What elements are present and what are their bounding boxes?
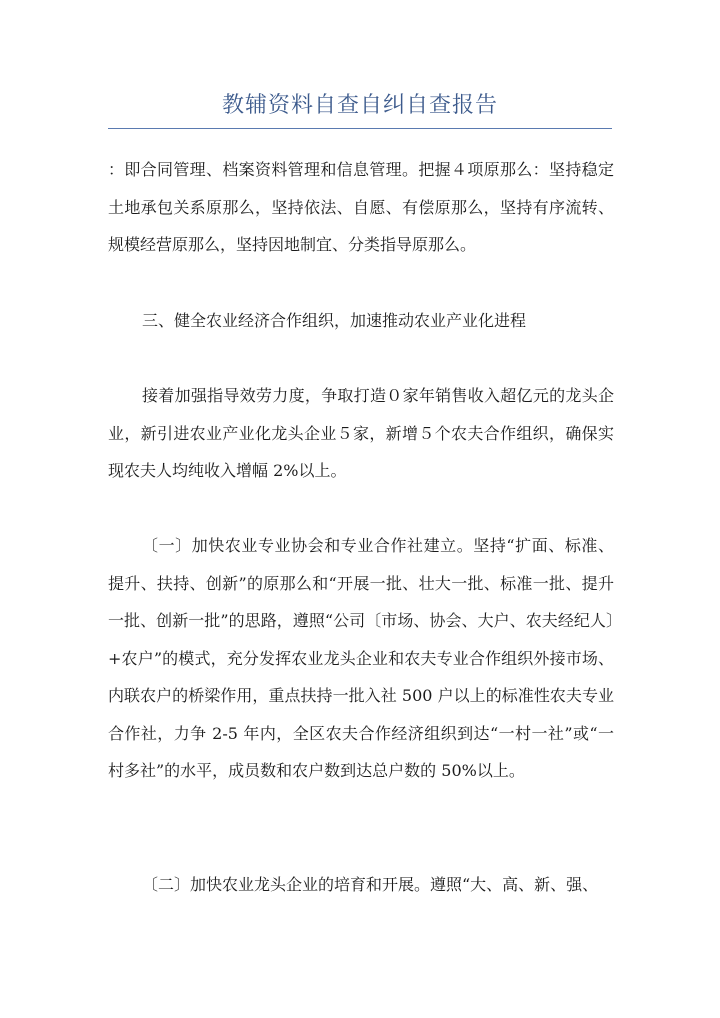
paragraph-leading-enterprises: 〔二〕加快农业龙头企业的培育和开展。遵照“大、高、新、强、 [142, 875, 599, 894]
paragraph-principles: ：即合同管理、档案资料管理和信息管理。把握４项原那么：坚持稳定土地承包关系原那么，坚持依法、自愿、有偿原那么，坚持有序流转、规模经营原那么，坚持因地制宜、分类指导原那么。 [108, 160, 614, 254]
section-heading-three: 三、健全农业经济合作组织，加速推动农业产业化进程 [142, 311, 527, 330]
paragraph-guidance: 接着加强指导效劳力度，争取打造０家年销售收入超亿元的龙头企业，新引进农业产业化龙头企业５家，新增５个农夫合作组织，确保实现农夫人均纯收入增幅 2%以上。 [108, 386, 614, 480]
document-title: 教辅资料自查自纠自查报告 [221, 93, 498, 118]
title-divider [108, 128, 612, 129]
paragraph-cooperatives: 〔一〕加快农业专业协会和专业合作社建立。坚持“扩面、标准、提升、扶持、创新”的原那么和“开展一批、壮大一批、标准一批、提升一批、创新一批”的思路，遵照“公司〔市场、协会、大户、农夫经纪人〕+农户”的模式，充分发挥农业龙头企业和农夫专业合作组织外接市场、内联农户的桥梁作用，重点扶持一批入社 500 户以上的标准性农夫专业合作社，力争 2-5 年内，全区农夫合作经济组织到达“一村一社”或“一村多社”的水平，成员数和农户数到达总户数的 50%以上。 [108, 536, 614, 780]
